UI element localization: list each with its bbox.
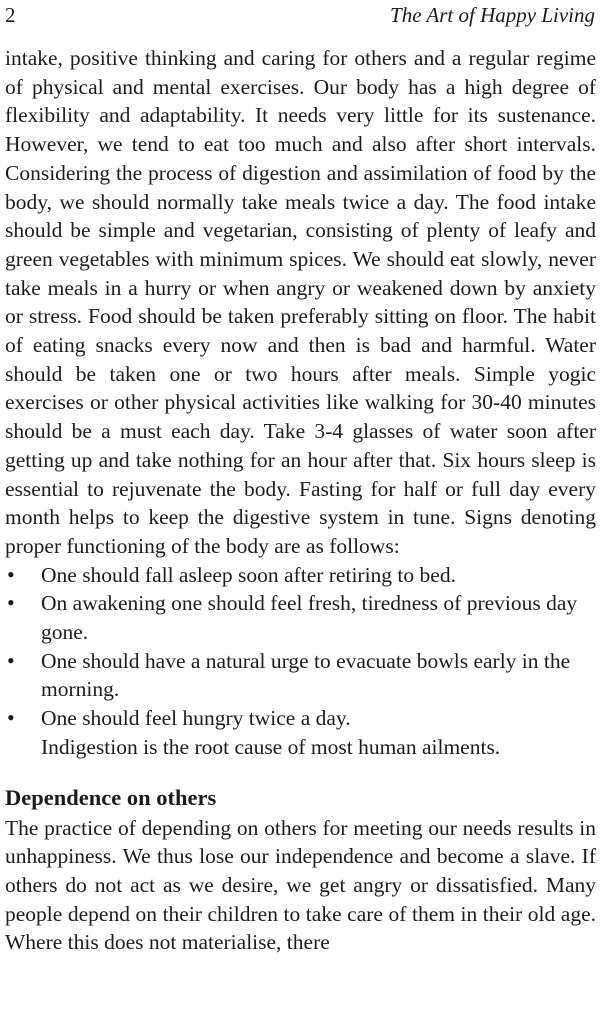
bullet-dot-icon: • bbox=[7, 705, 15, 731]
bullet-list bbox=[5, 561, 596, 733]
bullet-item bbox=[5, 561, 596, 590]
bullet-text: One should have a natural urge to evacuate bowls early in the morning. bbox=[41, 648, 571, 702]
section-heading: Dependence on others bbox=[5, 784, 217, 810]
closing-line: Indigestion is the root cause of most human ailments. bbox=[41, 734, 501, 759]
body-paragraph: intake, positive thinking and caring for others and a regular regime of physical and mental exercises. Our body has a high degree of flexibility and adaptability. It needs very little for its sustenance. However, we tend to eat too much and also after short intervals. Considering the process of digestion and assimilation of food by the body, we should normally take meals twice a day. The food intake should be simple and vegetarian, consisting of plenty of leafy and green vegetables with minimum spices. We should eat slowly, never take meals in a hurry or when angry or weakened down by anxiety or stress. Food should be taken preferably sitting on floor. The habit of eating snacks every now and then is bad and harmful. Water should be taken one or two hours after meals. Simple yogic exercises or other physical activities like walking for 30-40 minutes should be a must each day. Take 3-4 glasses of water soon after getting up and take nothing for an hour after that. Six hours sleep is essential to rejuvenate the body. Fasting for half or full day every month helps to keep the digestive system in tune. Signs denoting proper functioning of the body are as follows: bbox=[5, 46, 596, 558]
bullet-item bbox=[5, 647, 596, 704]
page-header bbox=[5, 0, 595, 34]
bullet-item bbox=[5, 589, 596, 646]
section-paragraph: The practice of depending on others for meeting our needs results in unhappiness. We thus lose our independence and become a slave. If others do not act as we desire, we get angry or dissatisfied. Many people depend on their children to take care of them in their old age. Where this does not materialise, there bbox=[5, 815, 596, 955]
running-title: The Art of Happy Living bbox=[390, 3, 595, 27]
bullet-text: On awakening one should feel fresh, tiredness of previous day gone. bbox=[41, 591, 578, 645]
bullet-dot-icon: • bbox=[7, 561, 15, 587]
bullet-text: One should feel hungry twice a day. bbox=[41, 706, 351, 731]
body-text bbox=[5, 44, 596, 957]
bullet-dot-icon: • bbox=[7, 590, 15, 616]
bullet-text: One should fall asleep soon after retiring to bed. bbox=[41, 562, 456, 587]
page-number: 2 bbox=[5, 3, 16, 27]
bullet-dot-icon: • bbox=[7, 647, 15, 673]
bullet-item bbox=[5, 704, 596, 733]
